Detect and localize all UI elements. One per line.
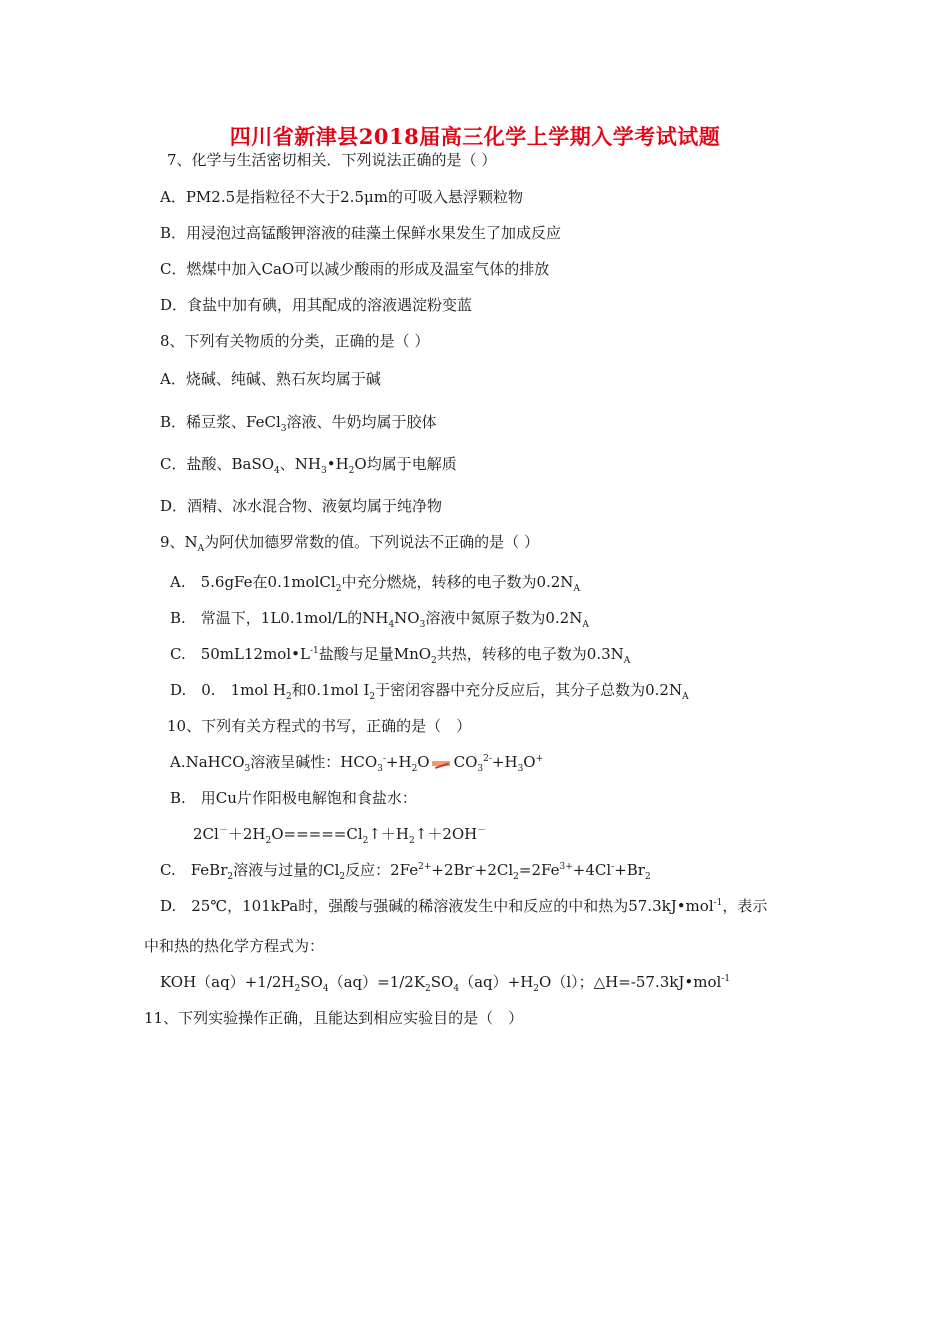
page-title: 四川省新津县2018届高三化学上学期入学考试试题 <box>229 124 721 149</box>
question-8-stem: 8、下列有关物质的分类，正确的是（ ） <box>160 332 430 350</box>
question-8-option-a: A．烧碱、纯碱、熟石灰均属于碱 <box>160 370 381 388</box>
question-8-option-b: B．稀豆浆、FeCl$_3$溶液、牛奶均属于胶体 <box>160 413 437 434</box>
question-11-stem: 11、下列实验操作正确，且能达到相应实验目的是（ ） <box>144 1009 524 1027</box>
question-7-option-c: C．燃煤中加入CaO可以减少酸雨的形成及温室气体的排放 <box>160 260 550 278</box>
question-9-stem: 9、$N_A$为阿伏加德罗常数的值。下列说法不正确的是（ ） <box>160 533 539 554</box>
question-10-option-b: B. 用Cu片作阳极电解饱和食盐水： <box>170 789 417 807</box>
question-7-stem: 7、化学与生活密切相关．下列说法正确的是（ ） <box>167 151 497 169</box>
question-9-option-b: B. 常温下，1L0.1mol/L的$NH_4NO_3$溶液中氮原子数为$0.2N_A$ <box>170 609 589 630</box>
question-10-option-b-equation: $2Cl^-+2H_2O=====Cl_2↑+H_2↑+2OH^-$ <box>193 825 487 846</box>
question-7-option-b: B．用浸泡过高锰酸钾溶液的硅藻土保鲜水果发生了加成反应 <box>160 224 562 242</box>
question-9-option-a: A. 5.6gFe在0.1molCl$_2$中充分燃烧，转移的电子数为$0.2N_A$ <box>170 573 580 594</box>
question-10-option-d-line2: 中和热的热化学方程式为： <box>144 937 325 955</box>
question-10-option-c: C. FeBr$_2$溶液与过量的$Cl_2$反应：$2Fe^{2+}+2Br^-+2Cl_2=2Fe^{3+}+4Cl^-+Br_2$ <box>160 861 651 882</box>
question-8-option-d: D．酒精、冰水混合物、液氨均属于纯净物 <box>160 497 443 515</box>
question-10-stem: 10、下列有关方程式的书写，正确的是（ ） <box>167 717 472 735</box>
question-10-option-d-equation: $KOH(aq)+1/2H_2SO_4(aq)=1/2K_2SO_4(aq)+H_2O(l)$；△H=-57.3kJ•mol$^{-1}$ <box>160 973 731 994</box>
question-9-option-c: C. $50mL12mol•L^{-1}$盐酸与足量MnO$_2$共热，转移的电子数为$0.3N_A$ <box>170 645 631 666</box>
question-10-option-d-line1: D. 25℃，101kPa时，强酸与强碱的稀溶液发生中和反应的中和热为57.3kJ•mol$^{-1}$，表示 <box>160 897 768 915</box>
question-9-option-d: D. 0. 1mol $H_2$和0.1mol $I_2$于密闭容器中充分反应后，其分子总数为$0.2N_A$ <box>170 681 689 702</box>
question-7-option-a: A．PM2.5是指粒径不大于2.5μm的可吸入悬浮颗粒物 <box>160 188 523 206</box>
question-7-option-d: D．食盐中加有碘，用其配成的溶液遇淀粉变蓝 <box>160 296 473 314</box>
equilibrium-arrow-icon <box>431 758 453 769</box>
question-8-option-c: C．盐酸、BaSO$_4$、$NH_3•H_2O$均属于电解质 <box>160 455 457 476</box>
question-10-option-a: A.NaHCO$_3$溶液呈碱性：$HCO_3^-+H_2O$ $CO_3^{2-}+H_3O^+$ <box>170 753 544 774</box>
